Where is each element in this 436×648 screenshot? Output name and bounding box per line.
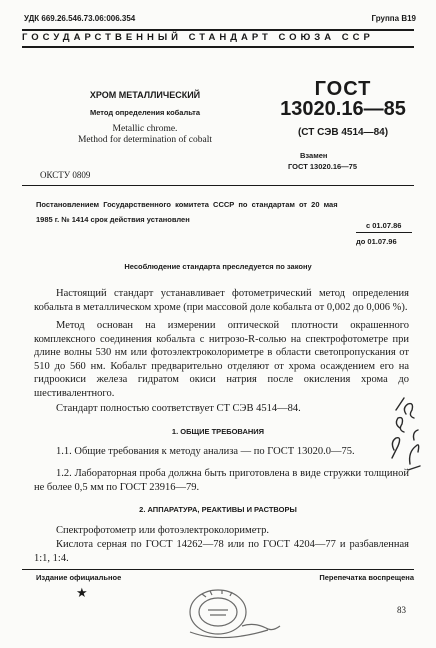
method-en: Method for determination of cobalt [77,135,213,145]
header-top-rule [22,29,414,31]
title-en: Metallic chrome. [112,124,178,134]
clause-1-1: 1.1. Общие требования к методу анализа — по ГОСТ 13020.0—75. [56,446,355,457]
compliance-paragraph: Стандарт полностью соответствует СТ СЭВ 4514—84. [56,403,301,414]
valid-to-date: до 01.07.96 [356,237,397,246]
equipment-item-2: Кислота серная по ГОСТ 14262—78 или по ГОСТ 4204—77 и разбавленная 1:1, 1:4. [34,539,409,564]
gost-number: 13020.16—85 [280,98,406,120]
resolution-text [36,197,406,227]
udk-code: УДК 669.26.546.73.06:006.354 [24,14,136,23]
method-paragraph: Метод основан на измерении оптической плотности окрашенного комплексного соединения кобальта с нитрозо-R-солью на спектрофотометре при длине волны 530 нм или фотоэлектроколориметре в области светопропускания от 510 до 560 нм. Кобальт предварительно отделяют от хрома осаждением его на гидроокиси железа гидратом окиси натрия после окисления хрома до шестивалентного. [34,320,409,399]
footer-rule [22,569,414,570]
header-bottom-rule [22,46,414,48]
equipment-item-1: Спектрофотометр или фотоэлектроколориметр. [56,525,269,536]
validity-divider [356,232,412,233]
section-2-heading: 2. АППАРАТУРА, РЕАКТИВЫ И РАСТВОРЫ [139,505,297,514]
intro-paragraph: Настоящий стандарт устанавливает фотометрический метод определения кобальта в металлическом хроме (при массовой доле кобальта от 0,002 до 0,006 %). [34,288,409,313]
resolution-line-1: Постановлением Государственного комитета СССР по стандартам от 20 мая [36,200,338,209]
replace-label: Взамен [300,151,328,160]
title-ru: ХРОМ МЕТАЛЛИЧЕСКИЙ [89,90,201,100]
reprint-notice: Перепечатка воспрещена [319,573,414,582]
method-ru: Метод определения кобальта [89,108,201,117]
star-icon: ★ [76,585,88,600]
section-1-heading: 1. ОБЩИЕ ТРЕБОВАНИЯ [171,427,265,436]
edition-label: Издание официальное [36,573,122,582]
library-stamp [172,582,292,642]
okstu-code: ОКСТУ 0809 [40,170,91,180]
standard-banner: ГОСУДАРСТВЕННЫЙ СТАНДАРТ СОЮЗА ССР [22,32,374,43]
page-number: 83 [397,605,406,615]
valid-from-date: с 01.07.86 [366,221,402,230]
st-sev-reference: (СТ СЭВ 4514—84) [297,127,389,138]
group-code: Группа В19 [371,14,416,23]
handwritten-margin-note [386,380,426,480]
resolution-line-2: 1985 г. № 1414 срок действия установлен [36,215,190,224]
clause-1-2: 1.2. Лабораторная проба должна быть приготовлена в виде стружки толщиной не более 0,5 мм по ГОСТ 23916—79. [34,468,409,493]
title-block-rule [22,185,414,186]
replaced-gost: ГОСТ 13020.16—75 [288,162,358,171]
law-notice: Несоблюдение стандарта преследуется по закону [124,262,312,271]
gost-label: ГОСТ [314,78,372,100]
